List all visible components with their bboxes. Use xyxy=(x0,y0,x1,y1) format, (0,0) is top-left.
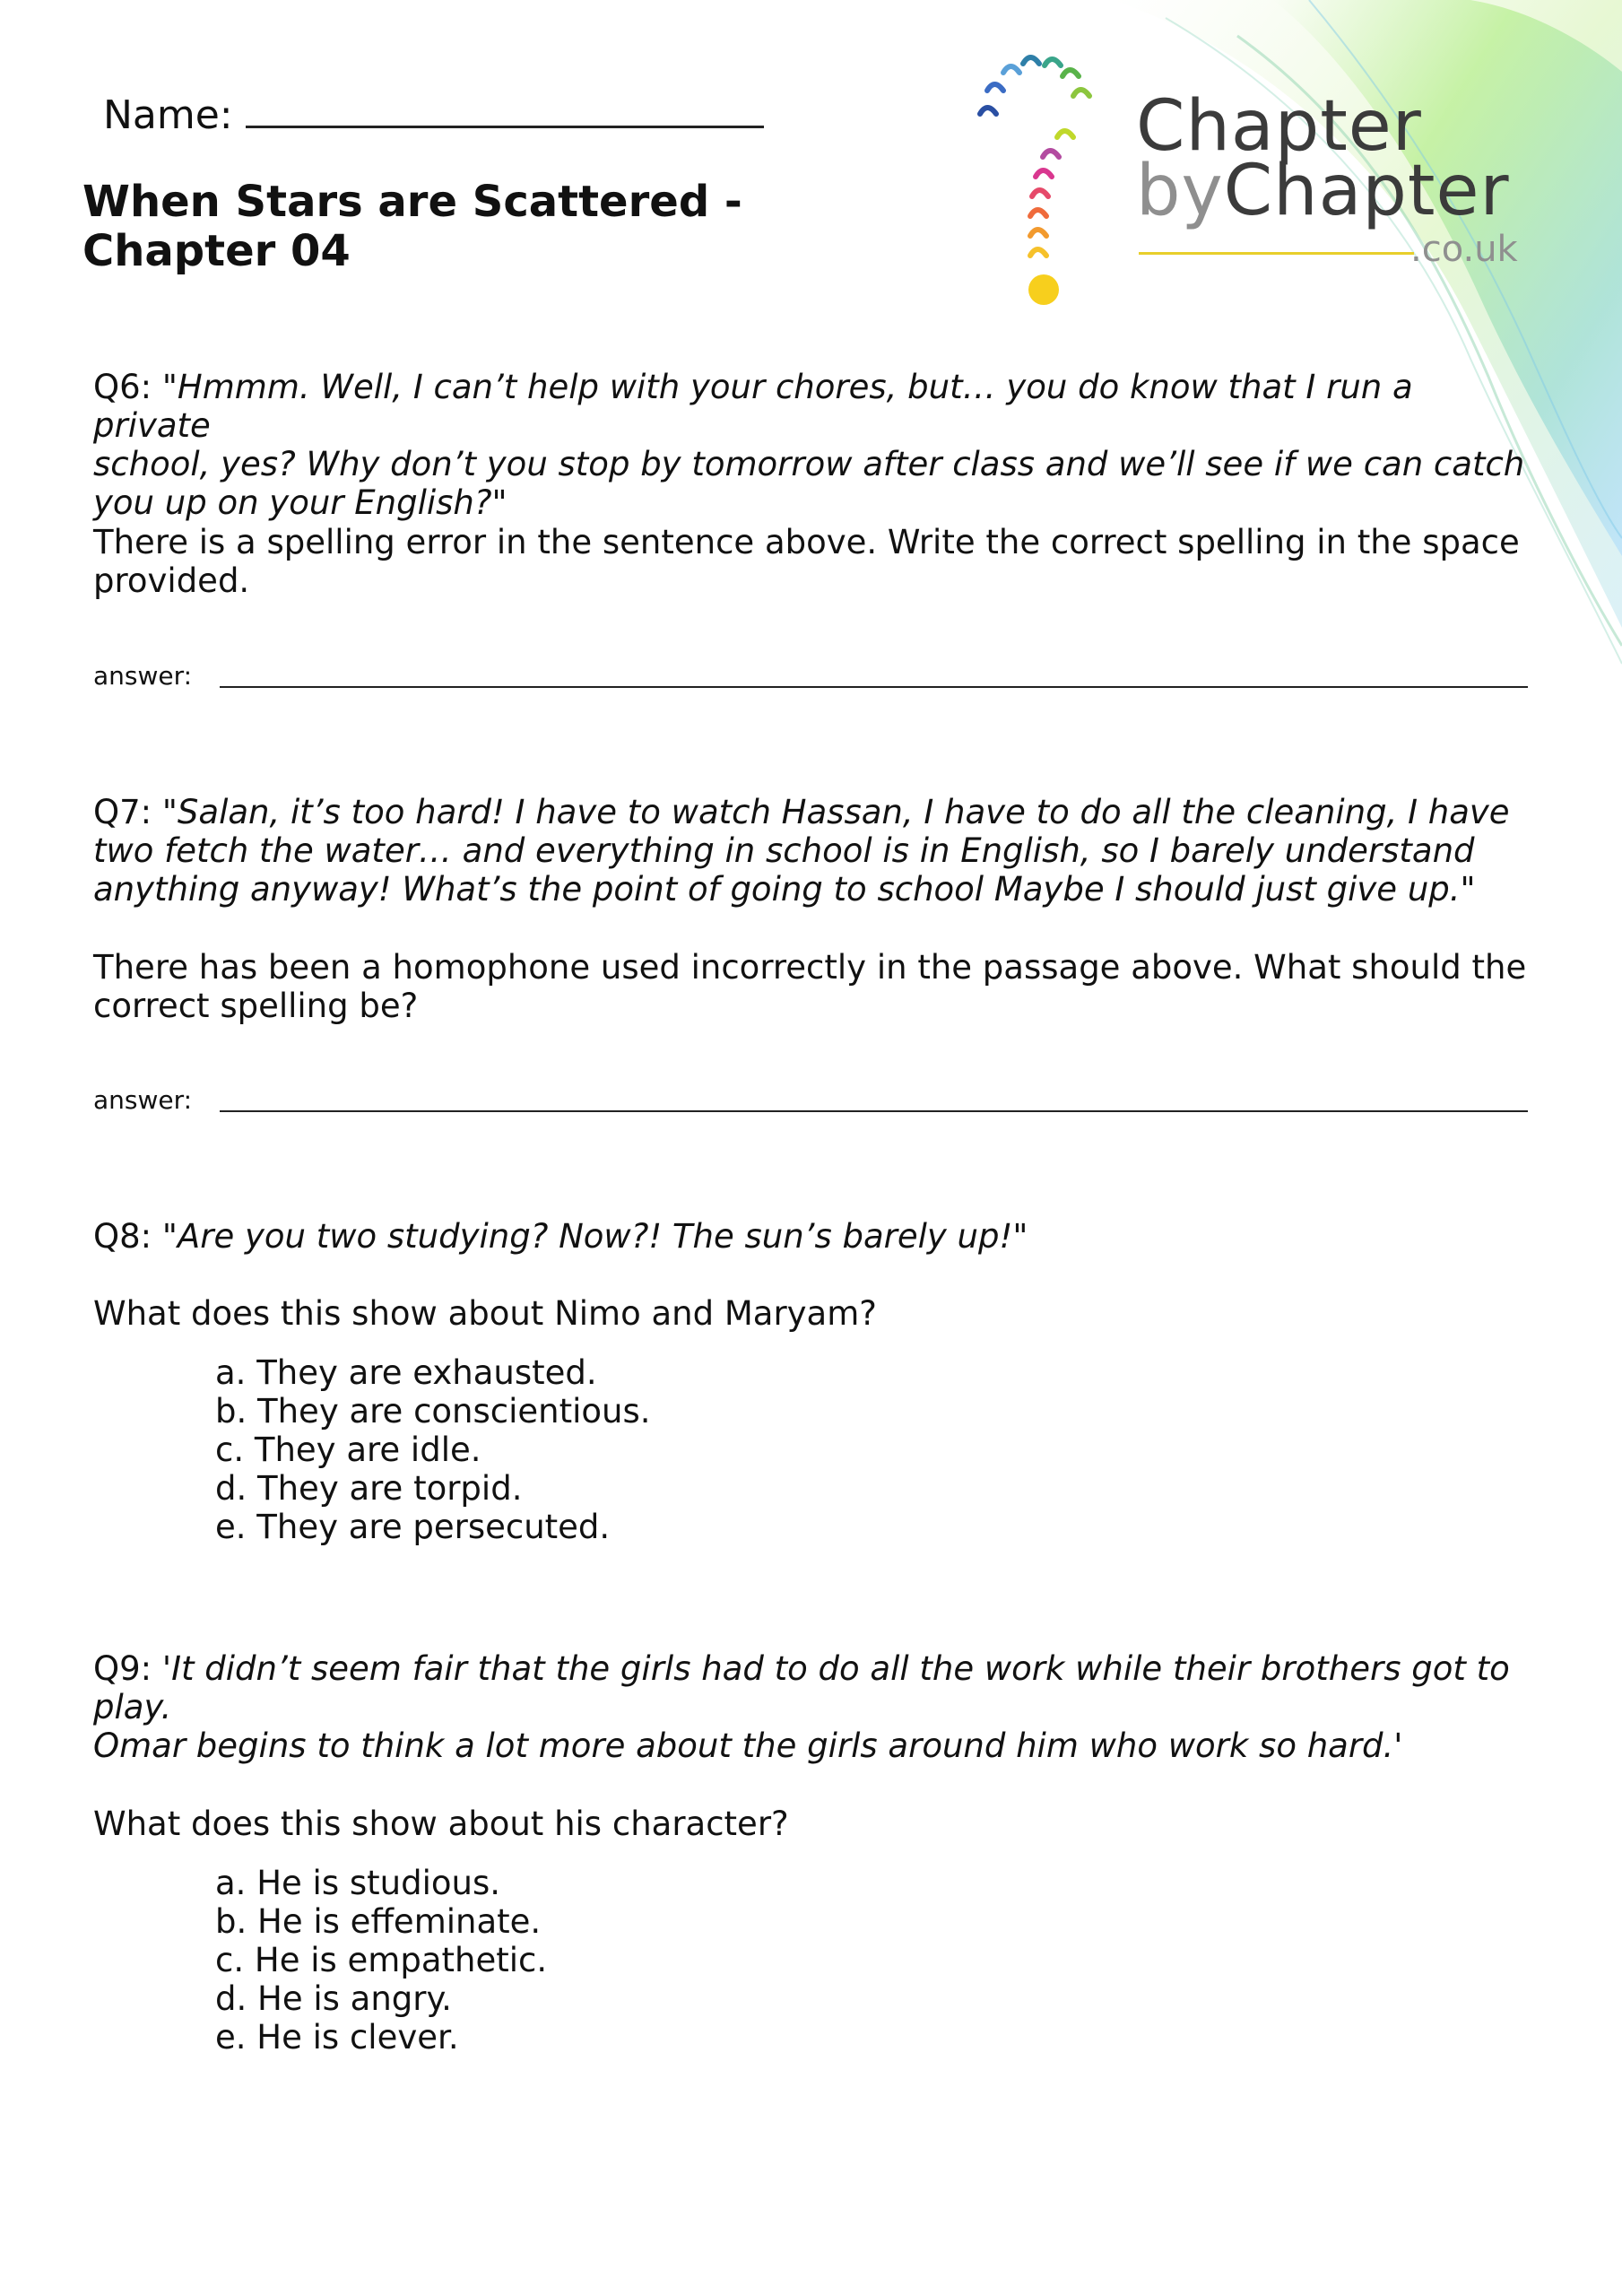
question-quote: "Are you two studying? Now?! The sun’s barely up!" xyxy=(161,1217,1028,1256)
option-c[interactable]: c. He is empathetic. xyxy=(215,1941,548,1979)
option-d[interactable]: d. They are torpid. xyxy=(215,1469,523,1508)
question-number: Q9: xyxy=(93,1649,152,1688)
question-number: Q8: xyxy=(93,1217,152,1256)
option-a[interactable]: a. He is studious. xyxy=(215,1864,500,1902)
question-quote: "Hmmm. Well, I can’t help with your chores, but… you do know that I run a private xyxy=(93,368,1413,445)
question-quote: anything anyway! What’s the point of going to school Maybe I should just give up." xyxy=(93,870,1476,909)
option-e[interactable]: e. They are persecuted. xyxy=(215,1508,611,1546)
question-quote: you up on your English?" xyxy=(93,483,507,522)
logo-domain: .co.uk xyxy=(1410,229,1518,270)
question-quote: Omar begins to think a lot more about the girls around him who work so hard.' xyxy=(93,1726,1403,1765)
logo-line-1: Chapter xyxy=(1136,86,1422,167)
question-9-line-1 xyxy=(93,1649,1528,1688)
option-c[interactable]: c. They are idle. xyxy=(215,1431,481,1469)
prompt-line: There is a spelling error in the sentence above. Write the correct spelling in the space xyxy=(93,523,1520,561)
worksheet-title xyxy=(82,178,764,276)
question-quote: "Salan, it’s too hard! I have to watch Hassan, I have to do all the cleaning, I have xyxy=(161,793,1510,831)
question-7-prompt xyxy=(93,948,1528,1025)
question-6-prompt xyxy=(93,523,1528,600)
question-7-answer[interactable] xyxy=(93,1085,1528,1121)
question-9-options xyxy=(215,1864,547,2057)
prompt-line: There has been a homophone used incorrectly in the passage above. What should the xyxy=(93,948,1527,987)
answer-line[interactable] xyxy=(220,686,1528,688)
prompt-line: What does this show about Nimo and Maryam? xyxy=(93,1294,877,1333)
question-6-line-1 xyxy=(93,368,1528,445)
option-d[interactable]: d. He is angry. xyxy=(215,1979,452,2018)
logo-wordmark xyxy=(1136,86,1510,231)
question-quote: two fetch the water… and everything in school is in English, so I barely understand xyxy=(93,831,1475,870)
answer-label: answer: xyxy=(93,1085,193,1115)
book-arc-icon xyxy=(964,49,1125,318)
name-field[interactable] xyxy=(103,91,764,138)
name-label: Name: xyxy=(103,92,233,138)
question-8 xyxy=(93,1217,1528,1256)
logo-underline xyxy=(1139,252,1414,255)
question-8-line-1 xyxy=(93,1217,1528,1256)
question-6 xyxy=(93,368,1528,522)
prompt-line: correct spelling be? xyxy=(93,987,419,1025)
question-quote: play. xyxy=(93,1688,172,1726)
question-number: Q6: xyxy=(93,368,152,406)
option-a[interactable]: a. They are exhausted. xyxy=(215,1353,597,1392)
prompt-line: What does this show about his character? xyxy=(93,1805,789,1843)
prompt-line: provided. xyxy=(93,561,250,600)
name-line[interactable] xyxy=(246,91,764,128)
answer-line[interactable] xyxy=(220,1110,1528,1112)
question-7-line-1 xyxy=(93,793,1528,831)
chapter-by-chapter-logo xyxy=(964,49,1538,318)
title-line-2: Chapter 04 xyxy=(82,226,351,276)
logo-line-2: byChapter xyxy=(1136,151,1510,231)
question-9 xyxy=(93,1649,1528,1765)
title-line-1: When Stars are Scattered - xyxy=(82,177,742,227)
option-e[interactable]: e. He is clever. xyxy=(215,2018,459,2057)
question-9-prompt xyxy=(93,1805,1528,1843)
answer-label: answer: xyxy=(93,661,193,691)
question-6-answer[interactable] xyxy=(93,661,1528,697)
option-b[interactable]: b. They are conscientious. xyxy=(215,1392,651,1431)
question-quote: 'It didn’t seem fair that the girls had to do all the work while their brothers got to xyxy=(161,1649,1510,1688)
option-b[interactable]: b. He is effeminate. xyxy=(215,1902,542,1941)
question-number: Q7: xyxy=(93,793,152,831)
question-8-prompt xyxy=(93,1294,1528,1333)
question-8-options xyxy=(215,1353,651,1546)
question-quote: school, yes? Why don’t you stop by tomorrow after class and we’ll see if we can catch xyxy=(93,445,1525,483)
question-7 xyxy=(93,793,1528,909)
